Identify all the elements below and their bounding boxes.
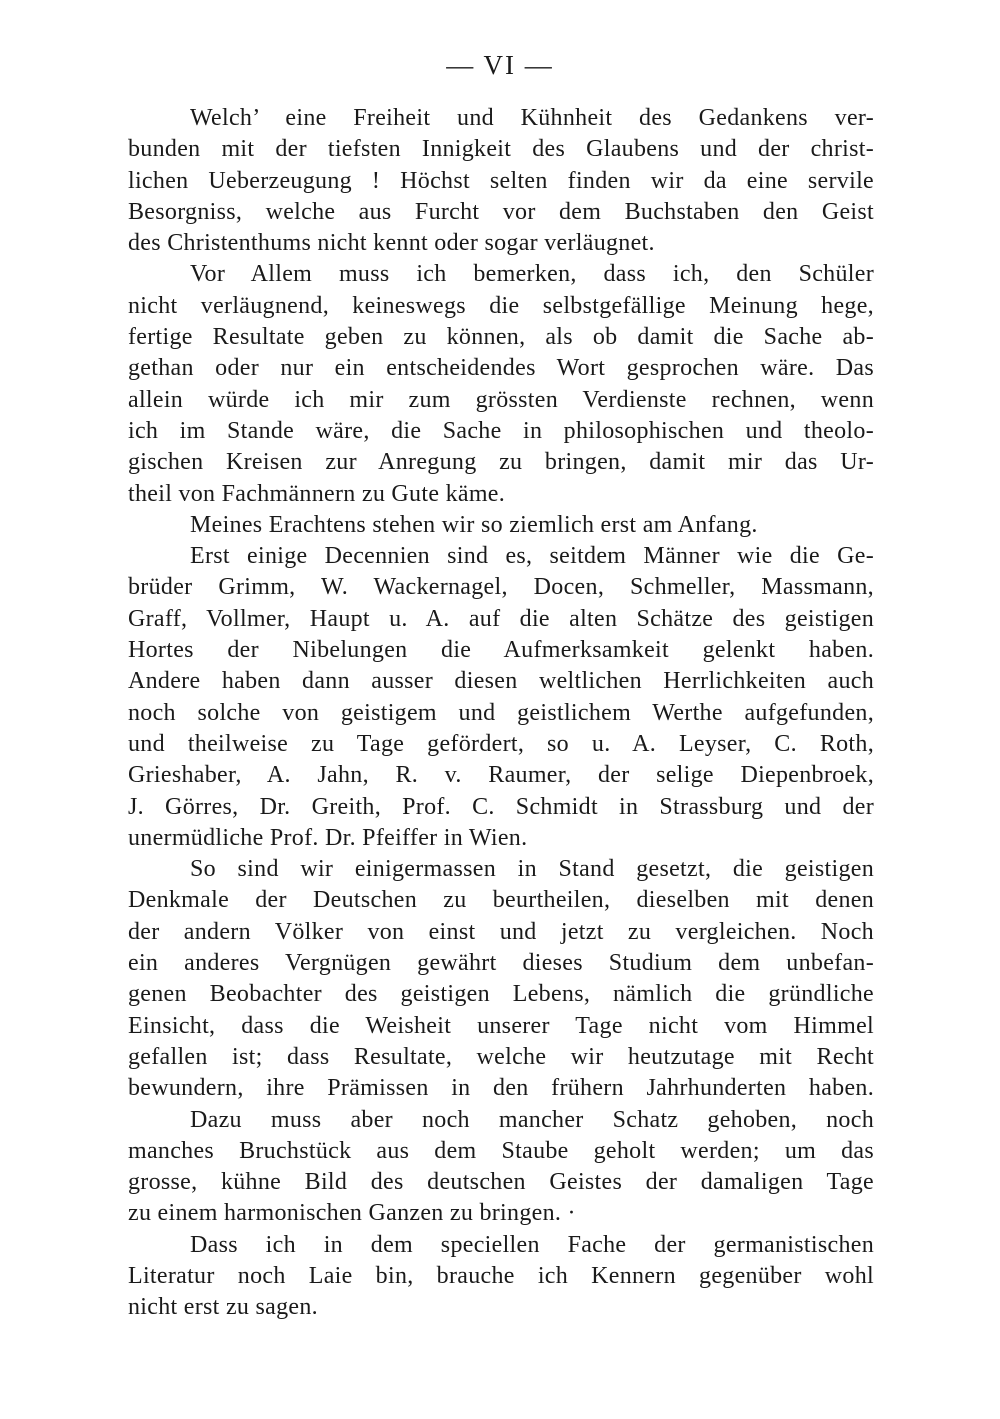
text-line: Dass ich in dem speciellen Fache der germanistischen	[190, 1231, 874, 1258]
text-line: bunden mit der tiefsten Innigkeit des Glaubens und der christ-	[128, 136, 874, 163]
text-line: der andern Völker von einst und jetzt zu vergleichen. Noch	[128, 918, 874, 945]
text-line: lichen Ueberzeugung ! Höchst selten finden wir da eine servile	[128, 167, 874, 194]
text-line: bewundern, ihre Prämissen in den frühern Jahrhunderten haben.	[128, 1075, 874, 1102]
text-line: Meines Erachtens stehen wir so ziemlich erst am Anfang.	[190, 511, 758, 538]
text-line: manches Bruchstück aus dem Staube geholt werden; um das	[128, 1137, 874, 1164]
paragraph	[128, 1230, 874, 1324]
paragraph	[128, 541, 874, 854]
paragraph	[128, 259, 874, 509]
paragraph	[128, 510, 874, 541]
text-line: Denkmale der Deutschen zu beurtheilen, dieselben mit denen	[128, 887, 874, 914]
text-line: Einsicht, dass die Weisheit unserer Tage nicht vom Himmel	[128, 1012, 874, 1039]
text-line: allein würde ich mir zum grössten Verdienste rechnen, wenn	[128, 386, 874, 413]
body-text	[128, 103, 874, 1324]
text-line: unermüdliche Prof. Dr. Pfeiffer in Wien.	[128, 824, 528, 851]
text-line: J. Görres, Dr. Greith, Prof. C. Schmidt in Strassburg und der	[128, 793, 874, 820]
text-line: theil von Fachmännern zu Gute käme.	[128, 480, 506, 507]
text-line: nicht erst zu sagen.	[128, 1294, 318, 1321]
text-line: zu einem harmonischen Ganzen zu bringen. ·	[128, 1200, 576, 1227]
text-line: gefallen ist; dass Resultate, welche wir heutzutage mit Recht	[128, 1043, 874, 1070]
text-line: nicht verläugnend, keineswegs die selbstgefällige Meinung hege,	[128, 292, 874, 319]
text-line: Literatur noch Laie bin, brauche ich Kennern gegenüber wohl	[128, 1262, 874, 1289]
text-line: Dazu muss aber noch mancher Schatz gehoben, noch	[190, 1106, 874, 1133]
text-line: gischen Kreisen zur Anregung zu bringen, damit mir das Ur-	[128, 449, 874, 476]
paragraph	[128, 103, 874, 259]
text-line: genen Beobachter des geistigen Lebens, nämlich die gründliche	[128, 981, 874, 1008]
text-line: noch solche von geistigem und geistlichem Werthe aufgefunden,	[128, 699, 874, 726]
text-line: fertige Resultate geben zu können, als ob damit die Sache ab-	[128, 324, 874, 351]
text-line: So sind wir einigermassen in Stand gesetzt, die geistigen	[190, 856, 874, 883]
text-line: Hortes der Nibelungen die Aufmerksamkeit gelenkt haben.	[128, 637, 874, 664]
text-line: Graff, Vollmer, Haupt u. A. auf die alten Schätze des geistigen	[128, 605, 874, 632]
text-line: grosse, kühne Bild des deutschen Geistes der damaligen Tage	[128, 1169, 874, 1196]
text-line: gethan oder nur ein entscheidendes Wort gesprochen wäre. Das	[128, 355, 874, 382]
page-number: — VI —	[446, 50, 554, 80]
paragraph	[128, 854, 874, 1104]
text-line: brüder Grimm, W. Wackernagel, Docen, Schmeller, Massmann,	[128, 574, 874, 601]
text-line: ein anderes Vergnügen gewährt dieses Studium dem unbefan-	[128, 950, 874, 977]
text-line: Vor Allem muss ich bemerken, dass ich, den Schüler	[190, 261, 874, 288]
text-line: ich im Stande wäre, die Sache in philosophischen und theolo-	[128, 417, 874, 444]
text-line: Erst einige Decennien sind es, seitdem Männer wie die Ge-	[190, 543, 874, 570]
text-line: Welch’ eine Freiheit und Kühnheit des Gedankens ver-	[190, 105, 874, 131]
text-line: des Christenthums nicht kennt oder sogar verläugnet.	[128, 230, 655, 257]
text-line: Besorgniss, welche aus Furcht vor dem Buchstaben den Geist	[128, 198, 874, 225]
text-line: und theilweise zu Tage gefördert, so u. A. Leyser, C. Roth,	[128, 730, 874, 757]
paragraph	[128, 1105, 874, 1230]
text-line: Andere haben dann ausser diesen weltlichen Herrlichkeiten auch	[128, 668, 874, 695]
text-line: Grieshaber, A. Jahn, R. v. Raumer, der selige Diepenbroek,	[128, 762, 874, 789]
